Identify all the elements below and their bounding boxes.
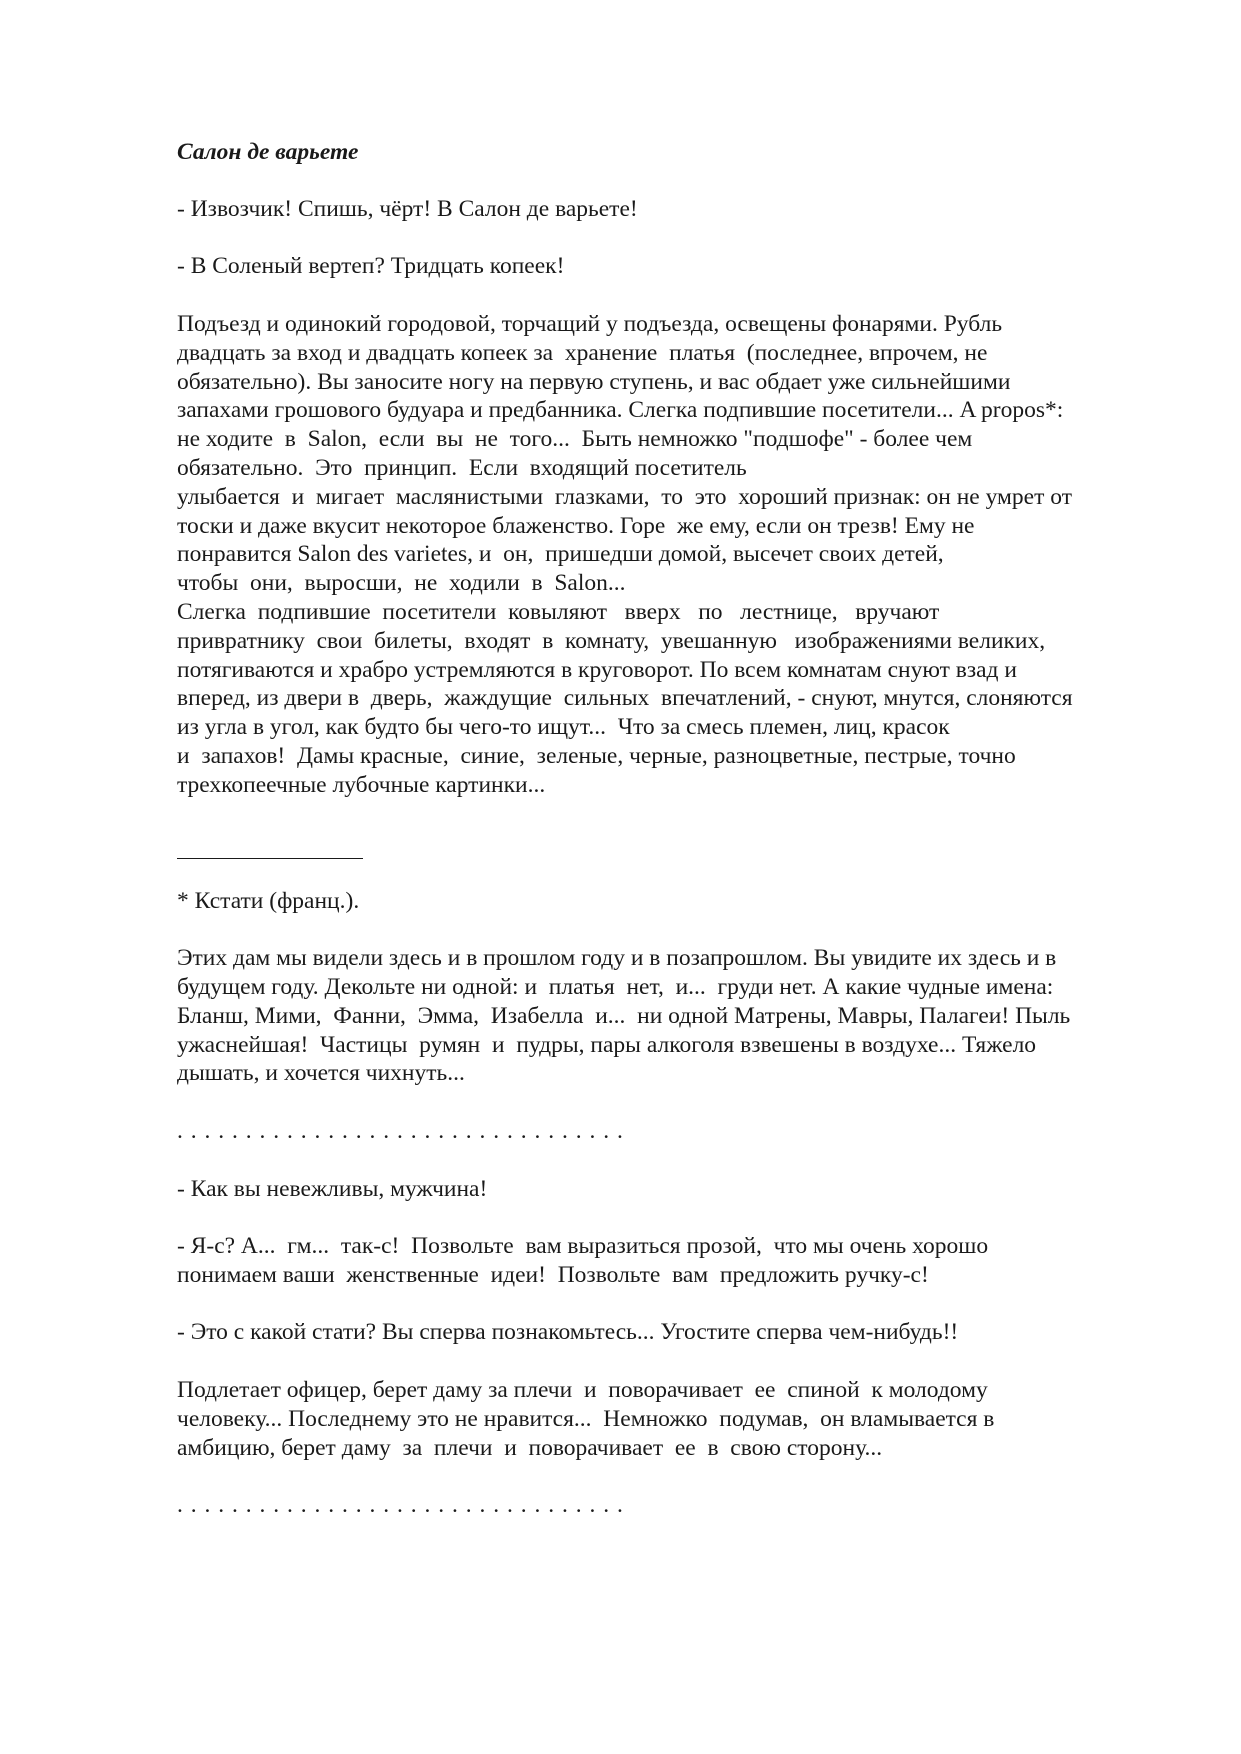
text-line: не ходите в Salon, если вы не того... Быть немножко "подшофе" - более чем [177,426,973,453]
dialogue-block [177,1232,1147,1290]
text-line: ужаснейшая! Частицы румян и пудры, пары алкоголя взвешены в воздухе... Тяжело [177,1031,1037,1058]
text-line: чтобы они, выросши, не ходили в Salon... [177,570,626,597]
dialogue-line: - Как вы невежливы, мужчина! [177,1175,488,1202]
dialogue-line: - В Соленый вертеп? Тридцать копеек! [177,253,565,280]
footnote: * Кстати (франц.). [177,887,360,914]
text-line: Подъезд и одинокий городовой, торчащий у подъезда, освещены фонарями. Рубль [177,310,1003,337]
text-line: Подлетает офицер, берет даму за плечи и поворачивает ее спиной к молодому [177,1377,988,1404]
text-line: тоски и даже вкусит некоторое блаженство. Горе же ему, если он трезв! Ему не [177,512,975,539]
text-line: потягиваются и храбро устремляются в круговорот. По всем комнатам снуют взад и [177,656,1017,683]
text-line: - Я-с? А... гм... так-с! Позвольте вам выразиться прозой, что мы очень хорошо [177,1233,989,1260]
text-line: и запахов! Дамы красные, синие, зеленые, черные, разноцветные, пестрые, точно [177,742,1016,769]
text-line: запахами грошового будуара и предбанника. Слегка подпившие посетители... A propos*: [177,397,1064,424]
text-line: привратнику свои билеты, входят в комнату, увешанную изображениями великих, [177,627,1046,654]
text-line: обязательно. Это принцип. Если входящий посетитель [177,454,747,481]
text-line: будущем году. Декольте ни одной: и платья нет, и... груди нет. А какие чудные имена: [177,973,1054,1000]
text-line: трехкопеечные лубочные картинки... [177,771,546,798]
footnote-divider [177,858,363,859]
dialogue-line: - Извозчик! Спишь, чёрт! В Салон де варьете! [177,195,638,222]
text-line: понравится Salon des varietes, и он, пришедши домой, высечет своих детей, [177,541,944,568]
paragraph-ladies [177,944,1147,1088]
text-line: человеку... Последнему это не нравится... Немножко подумав, он вламывается в [177,1405,995,1432]
paragraph-entrance [177,310,1147,800]
text-line: Бланш, Мими, Фанни, Эмма, Изабелла и... ни одной Матрены, Мавры, Палагеи! Пыль [177,1002,1071,1029]
text-line: улыбается и мигает маслянистыми глазками, то это хороший признак: он не умрет от [177,483,1072,510]
text-line: Этих дам мы видели здесь и в прошлом году и в позапрошлом. Вы увидите их здесь и в [177,945,1057,972]
text-line: обязательно). Вы заносите ногу на первую ступень, и вас обдает уже сильнейшими [177,368,1011,395]
text-line: амбицию, берет даму за плечи и поворачивает ее в свою сторону... [177,1434,883,1461]
text-line: вперед, из двери в дверь, жаждущие сильных впечатлений, - снуют, мнутся, слоняются [177,685,1073,712]
dotted-separator: . . . . . . . . . . . . . . . . . . . . . . . . . . . . . . . . . [177,1492,624,1519]
text-line: из угла в угол, как будто бы чего-то ищут... Что за смесь племен, лиц, красок [177,714,950,741]
dotted-separator: . . . . . . . . . . . . . . . . . . . . . . . . . . . . . . . . . [177,1117,624,1144]
text-line: Слегка подпившие посетители ковыляют вверх по лестнице, вручают [177,598,940,625]
paragraph-officer [177,1376,1147,1462]
text-line: двадцать за вход и двадцать копеек за хранение платья (последнее, впрочем, не [177,339,988,366]
text-line: дышать, и хочется чихнуть... [177,1060,465,1087]
dialogue-line: - Это с какой стати? Вы сперва познакомьтесь... Угостите сперва чем-нибудь!! [177,1319,959,1346]
text-line: понимаем ваши женственные идеи! Позвольте вам предложить ручку-с! [177,1261,929,1288]
document-page [177,138,1147,1549]
page-title: Салон де варьете [177,139,359,165]
